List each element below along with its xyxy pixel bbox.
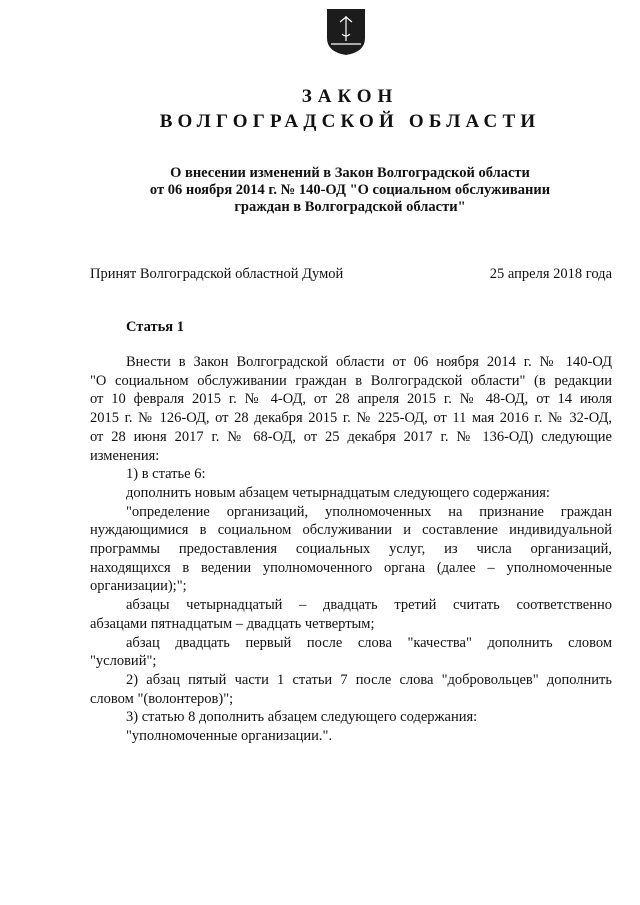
coat-of-arms-icon	[326, 8, 366, 56]
text-line: "условий";	[90, 653, 157, 670]
adopted-by: Принят Волгоградской областной Думой	[90, 266, 344, 282]
text-line: 2) абзац пятый части 1 статьи 7 после слова "добровольцев" дополнить	[126, 671, 612, 688]
text-line: 1) в статье 6:	[126, 466, 206, 483]
law-title: ЗАКОН	[301, 86, 399, 107]
subtitle-line-1: О внесении изменений в Закон Волгоградской области	[170, 165, 530, 181]
subtitle-line-3: граждан в Волгоградской области"	[234, 199, 466, 215]
text-line: программы предоставления социальных услуг, из числа организаций,	[90, 541, 612, 558]
subtitle-line-2: от 06 ноября 2014 г. № 140-ОД "О социальном обслуживании	[149, 182, 551, 198]
text-line: организации);";	[90, 578, 187, 595]
text-line: нуждающимися в социальном обслуживании и составление индивидуальной	[90, 522, 612, 539]
text-line: "определение организаций, уполномоченных на признание граждан	[126, 503, 612, 520]
text-line: абзац двадцать первый после слова "качества" дополнить словом	[126, 634, 612, 651]
text-line: дополнить новым абзацем четырнадцатым следующего содержания:	[126, 484, 550, 501]
text-line: словом "(волонтеров)";	[90, 690, 234, 707]
text-line: от 10 февраля 2015 г. № 4-ОД, от 28 апреля 2015 г. № 48-ОД, от 14 июля	[90, 391, 612, 408]
text-line: абзацы четырнадцатый – двадцать третий считать соответственно	[126, 597, 612, 614]
text-line: находящихся в ведении уполномоченного органа (далее – уполномоченные	[90, 559, 612, 576]
text-line: 2015 г. № 126-ОД, от 28 декабря 2015 г. № 225-ОД, от 11 мая 2016 г. № 32-ОД,	[90, 410, 612, 427]
text-line: "О социальном обслуживании граждан в Волгоградской области" (в редакции	[90, 372, 612, 389]
text-line: Внести в Закон Волгоградской области от 06 ноября 2014 г. № 140-ОД	[126, 354, 612, 370]
adoption-date: 25 апреля 2018 года	[489, 266, 612, 282]
text-line: изменения:	[90, 447, 160, 464]
article-heading: Статья 1	[126, 319, 184, 335]
text-line: 3) статью 8 дополнить абзацем следующего содержания:	[126, 709, 478, 726]
text-line: от 28 июня 2017 г. № 68-ОД, от 25 декабря 2017 г. № 136-ОД) следующие	[90, 428, 612, 445]
article-body	[90, 353, 612, 746]
region-title: ВОЛГОГРАДСКОЙ ОБЛАСТИ	[159, 111, 541, 132]
text-line: абзацами пятнадцатым – двадцать четвертым;	[90, 615, 375, 632]
text-line: "уполномоченные организации.".	[126, 728, 333, 745]
